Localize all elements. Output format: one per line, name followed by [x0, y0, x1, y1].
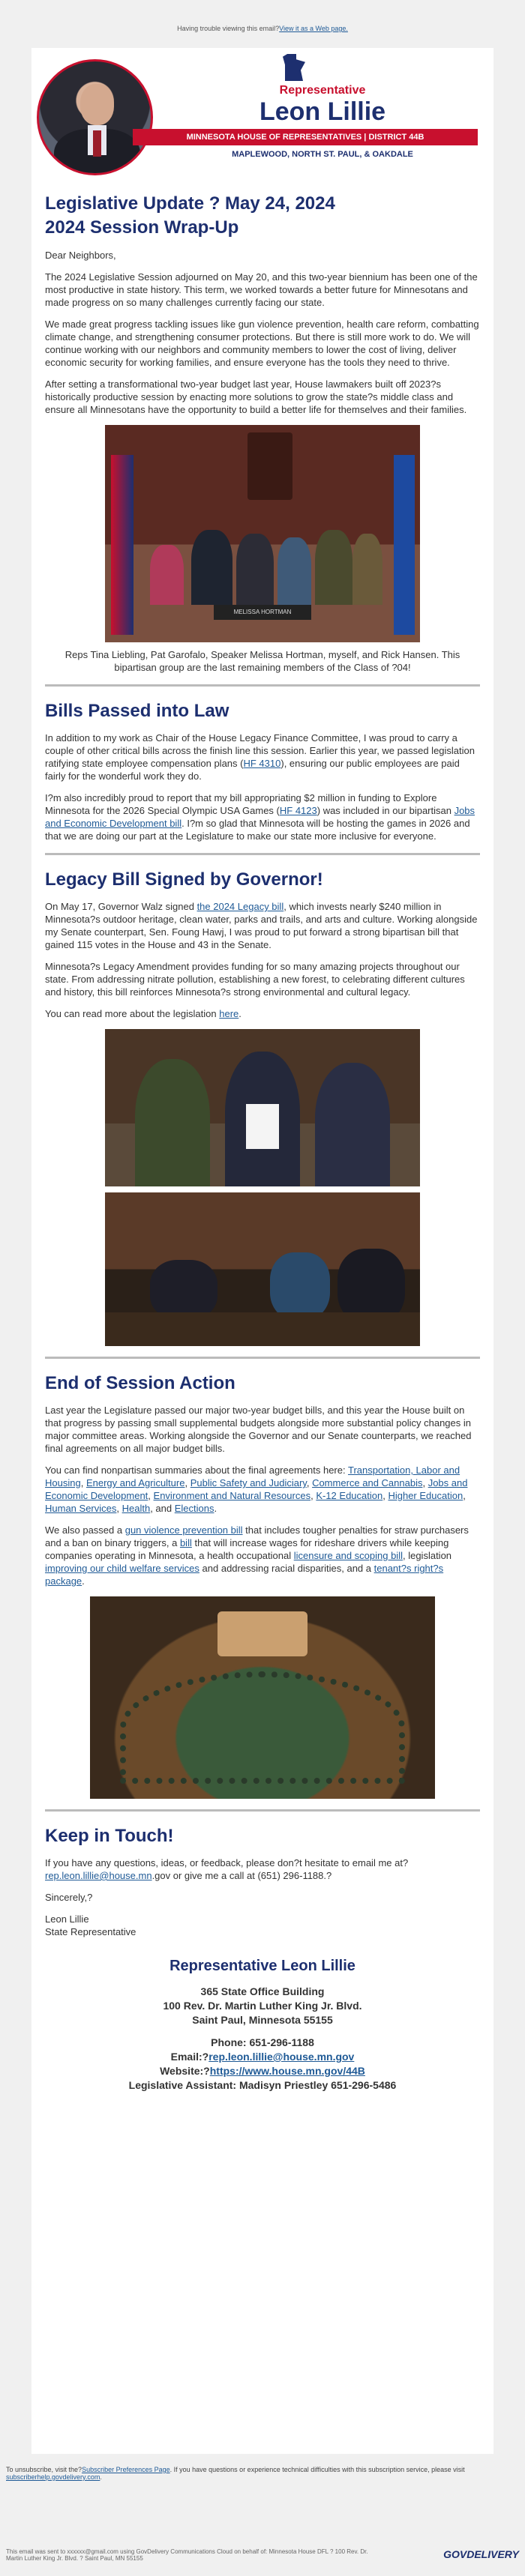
contact-block	[45, 1958, 480, 2091]
eos-p3: We also passed a gun violence prevention bill that includes tougher penalties for straw purchasers and a ban on binary triggers, a bill that will increase wages for rideshare drivers while keeping companies operating in Minnesota, a health occupational licensure and scoping bill, legislation improving our child welfare services and addressing racial disparities, and a tenant?s right?s package.	[45, 1524, 469, 1587]
header-banner	[32, 48, 494, 183]
eos-p2: You can find nonpartisan summaries about the final agreements here: Transportation, Labor and Housing, Energy and Agriculture, Public Safety and Judiciary, Commerce and Cannabis, Jobs and Economic Development, Environment and Natural Resources, K-12 Education, Higher Education, Human Services, Health, and Elections.	[45, 1465, 468, 1514]
contact-email-link[interactable]: rep.leon.lillie@house.mn.gov	[208, 2051, 355, 2063]
child-welfare-link[interactable]: improving our child welfare services	[45, 1563, 200, 1574]
jobs-bill-link[interactable]: Jobs and Economic Development bill	[45, 805, 476, 829]
touch-p1: If you have any questions, ideas, or feedback, please don?t hesitate to email me at? rep.leon.lillie@house.mn.gov or give me a call at (651) 296-1188.?	[45, 1857, 409, 1881]
website-link[interactable]: https://www.house.mn.gov/44B	[209, 2065, 365, 2077]
summary-link-human-services[interactable]: Human Services	[45, 1503, 117, 1514]
unsubscribe-footer: To unsubscribe, visit the?Subscriber Preferences Page. If you have questions or experience technical difficulties with this subscription service, please visit subscriberhelp.govdelivery.com.	[6, 2466, 465, 2481]
subscriber-preferences-link[interactable]: Subscriber Preferences Page	[82, 2466, 170, 2473]
house-chamber-photo	[90, 1596, 435, 1799]
legacy-p1: On May 17, Governor Walz signed the 2024 Legacy bill, which invests nearly $240 million in Minnesota?s outdoor heritage, clean water, parks and trails, and arts and culture. Working alongside my Senate counterpart, Sen. Foung Hawj, I was proud to put forward a strong bipartisan bill that gained 115 votes in the House and 43 in the Senate.	[45, 901, 478, 950]
contact-name: Representative Leon Lillie	[170, 1958, 356, 1974]
city-line: Saint Paul, Minnesota 55155	[192, 2014, 333, 2026]
trouble-text: Having trouble viewing this email?	[177, 25, 280, 32]
tenants-rights-link[interactable]: tenant?s right?s package	[45, 1563, 444, 1587]
eos-p1: Last year the Legislature passed our major two-year budget bills, and this year the House built on that progress by passing small supplemental budgets alongside more substantial policy changes in major committee areas. Working alongside the Governor and our Senate counterparts, we reached final agreements on all major budget bills.	[45, 1405, 472, 1454]
office-line: 365 State Office Building	[200, 1985, 325, 1997]
district-band: MINNESOTA HOUSE OF REPRESENTATIVES | DISTRICT 44B	[133, 129, 478, 145]
bills-p1: In addition to my work as Chair of the House Legacy Finance Committee, I was proud to carry a couple of other critical bills across the finish line this session. Earlier this year, we passed legislation ratifying state employee compensation plans (HF 4310), ensuring our public employees are paid fairly for the wonderful work they do.	[45, 732, 475, 782]
summary-link-k12[interactable]: K-12 Education	[316, 1490, 383, 1501]
intro-p2: We made great progress tackling issues like gun violence prevention, health care reform, combatting climate change, and strengthening consumer protections. But there is still more work to do. We will continue working with our neighbors and community members to lower the cost of living, deliver economic security for working families, and ensure everyone has the tools they need to thrive.	[45, 319, 479, 368]
summary-link-transportation[interactable]: Transportation, Labor and Housing	[45, 1465, 460, 1488]
divider	[45, 1357, 480, 1359]
signature-name: Leon Lillie	[45, 1913, 89, 1925]
intro-p1: The 2024 Legislative Session adjourned on May 20, and this two-year biennium has been one of the most productive in state history. This term, we worked towards a better future for Minnesotans and made progress on so many challenges currently facing our state.	[45, 271, 478, 308]
divider	[45, 1809, 480, 1812]
licensure-bill-link[interactable]: licensure and scoping bill	[293, 1550, 403, 1561]
summary-link-higher-ed[interactable]: Higher Education	[388, 1490, 464, 1501]
assistant-line: Legislative Assistant: Madisyn Priestley 651-296-5486	[128, 2079, 397, 2091]
web-page-link[interactable]: View it as a Web page.	[279, 25, 348, 32]
update-title: Legislative Update ? May 24, 2024	[45, 193, 335, 214]
sent-notice: This email was sent to xxxxxx@gmail.com using GovDelivery Communications Cloud on behalf of: Minnesota House DFL ? 100 Rev. Dr. Martin Luther King Jr. Blvd. ? Saint Paul, MN 55155	[6, 2548, 368, 2562]
summary-link-commerce[interactable]: Commerce and Cannabis	[312, 1477, 423, 1488]
bills-p2: I?m also incredibly proud to report that my bill appropriating $2 million in funding to Explore Minnesota for the 2026 Special Olympic USA Games (HF 4123) was included in our bipartisan Jobs and Economic Development bill. I?m so glad that Minnesota will be hosting the games in 2026 and that we are doing our part at the Legislature to make our state more inclusive for everyone.	[45, 792, 476, 842]
summary-link-public-safety[interactable]: Public Safety and Judiciary	[190, 1477, 307, 1488]
rideshare-bill-link[interactable]: bill	[179, 1537, 192, 1548]
representative-photo	[37, 59, 153, 175]
hf-4310-link[interactable]: HF 4310	[243, 758, 281, 769]
email-card	[32, 48, 494, 2454]
hf-4123-link[interactable]: HF 4123	[279, 805, 317, 816]
minnesota-state-icon	[283, 54, 305, 81]
legacy-bill-link[interactable]: the 2024 Legacy bill	[196, 901, 284, 912]
email-line: Email:?rep.leon.lillie@house.mn.gov	[170, 2051, 355, 2063]
signing-table-photo	[105, 1192, 420, 1346]
divider	[45, 684, 480, 687]
placard: MELISSA HORTMAN	[214, 605, 311, 620]
govdelivery-logo: GOVDELIVERY	[443, 2548, 519, 2560]
gun-bill-link[interactable]: gun violence prevention bill	[124, 1524, 243, 1536]
greeting: Dear Neighbors,	[45, 250, 116, 261]
subscriber-help-link[interactable]: subscriberhelp.govdelivery.com	[6, 2473, 100, 2481]
website-line: Website:?https://www.house.mn.gov/44B	[160, 2065, 365, 2077]
rep-label: Representative	[279, 84, 366, 97]
summary-link-environment[interactable]: Environment and Natural Resources	[153, 1490, 311, 1501]
eos-title: End of Session Action	[45, 1373, 236, 1393]
intro-p3: After setting a transformational two-year budget last year, House lawmakers built off 2023?s historically productive session by enacting more solutions to grow the state?s middle class and ensure all Minnesotans have the opportunity to build a better life for themselves and their families.	[45, 378, 467, 415]
street-line: 100 Rev. Dr. Martin Luther King Jr. Blvd.	[163, 2000, 362, 2012]
sincerely: Sincerely,?	[45, 1892, 93, 1903]
summary-link-elections[interactable]: Elections	[174, 1503, 214, 1514]
legacy-p3: You can read more about the legislation here.	[45, 1008, 242, 1019]
signature-title: State Representative	[45, 1926, 136, 1937]
summary-link-jobs[interactable]: Jobs and Economic Development	[45, 1477, 468, 1501]
touch-title: Keep in Touch!	[45, 1826, 174, 1846]
email-link[interactable]: rep.leon.lillie@house.mn	[45, 1870, 152, 1881]
signing-photo	[105, 1029, 420, 1186]
bills-title: Bills Passed into Law	[45, 701, 230, 721]
legacy-title: Legacy Bill Signed by Governor!	[45, 869, 323, 890]
summary-link-health[interactable]: Health	[122, 1503, 151, 1514]
phone-line: Phone: 651-296-1188	[211, 2036, 314, 2048]
rep-name: Leon Lillie	[259, 97, 386, 126]
summary-link-energy[interactable]: Energy and Agriculture	[86, 1477, 185, 1488]
session-title: 2024 Session Wrap-Up	[45, 217, 239, 238]
legislation-here-link[interactable]: here	[219, 1008, 239, 1019]
legacy-p2: Minnesota?s Legacy Amendment provides funding for so many amazing projects throughout our state. From addressing nitrate pollution, establishing a new forest, to celebrating different cultures and history, this bill reinforces Minnesota?s strong environmental and cultural legacy.	[45, 961, 465, 998]
divider	[45, 853, 480, 855]
top-bar	[0, 0, 525, 37]
location-line: MAPLEWOOD, NORTH ST. PAUL, & OAKDALE	[232, 150, 413, 159]
content	[32, 192, 494, 2093]
photo-caption: Reps Tina Liebling, Pat Garofalo, Speaker Melissa Hortman, myself, and Rick Hansen. This bipartisan group are the last remaining members of the Class of ?04!	[64, 649, 460, 673]
class-of-04-photo	[105, 425, 420, 642]
